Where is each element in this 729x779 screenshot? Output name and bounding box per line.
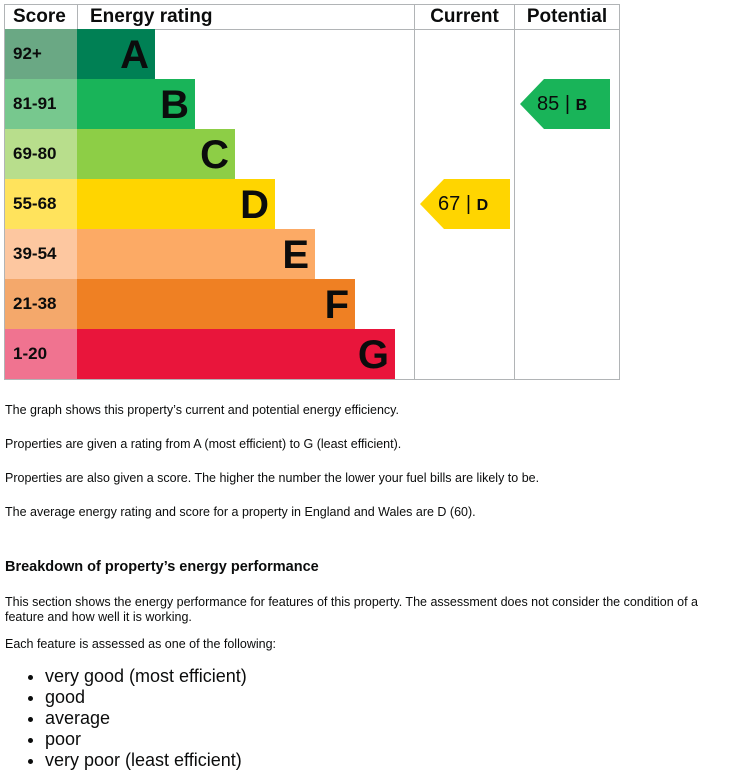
rating-description: Properties are given a rating from A (most efficient) to G (least efficient). (5, 437, 402, 451)
band-score-b: 81-91 (5, 79, 77, 129)
band-score-e: 39-54 (5, 229, 77, 279)
list-item: • poor (45, 729, 247, 750)
current-letter: D (476, 197, 489, 214)
potential-rating-arrow (520, 79, 610, 129)
epc-chart (4, 4, 620, 380)
score-description: Properties are also given a score. The higher the number the lower your fuel bills are likely to be. (5, 471, 540, 485)
band-letter-c: C (200, 133, 229, 177)
band-score-g: 1-20 (5, 329, 77, 379)
band-letter-a: A (120, 33, 149, 77)
potential-score: 85 (537, 93, 560, 115)
list-item: • very good (most efficient) (45, 666, 247, 687)
breakdown-heading: Breakdown of property’s energy performance (5, 559, 319, 575)
band-row-c (4, 129, 414, 179)
current-header: Current (430, 6, 499, 27)
potential-letter: B (575, 97, 588, 114)
graph-description: The graph shows this property’s current and potential energy efficiency. (5, 403, 399, 417)
band-row-e (4, 229, 414, 279)
assessment-intro: Each feature is assessed as one of the following: (5, 637, 276, 651)
band-letter-e: E (282, 233, 309, 277)
band-bar-b (77, 79, 195, 129)
band-letter-b: B (160, 83, 189, 127)
potential-rating-label (537, 79, 587, 129)
current-separator: | (465, 193, 472, 215)
band-row-f (4, 279, 414, 329)
current-rating-arrow (420, 179, 510, 229)
current-score: 67 (438, 193, 461, 215)
energy-rating-header: Energy rating (90, 6, 213, 27)
band-bar-a (77, 29, 155, 79)
band-bar-d (77, 179, 275, 229)
list-item: • very poor (least efficient) (45, 750, 247, 771)
band-score-a: 92+ (5, 29, 77, 79)
band-score-d: 55-68 (5, 179, 77, 229)
list-item: • good (45, 687, 247, 708)
potential-header: Potential (526, 6, 608, 27)
band-bar-e (77, 229, 315, 279)
band-row-g (4, 329, 414, 379)
band-letter-g: G (357, 333, 389, 377)
band-bar-c (77, 129, 235, 179)
assessment-levels-list (5, 666, 247, 771)
band-score-f: 21-38 (5, 279, 77, 329)
average-rating-description: The average energy rating and score for a property in England and Wales are D (60). (5, 505, 476, 519)
band-bar-f (77, 279, 355, 329)
band-letter-f: F (324, 283, 349, 327)
breakdown-description: This section shows the energy performance for features of this property. The assessment does not consider the condition of a feature and how well it is working. (5, 595, 698, 624)
potential-separator: | (564, 93, 571, 115)
band-row-b (4, 79, 414, 129)
band-bar-g (77, 329, 395, 379)
current-rating-label (438, 179, 488, 229)
band-row-d (4, 179, 414, 229)
list-item: • average (45, 708, 247, 729)
score-header: Score (13, 6, 66, 27)
band-letter-d: D (240, 183, 269, 227)
band-row-a (4, 29, 414, 79)
band-score-c: 69-80 (5, 129, 77, 179)
